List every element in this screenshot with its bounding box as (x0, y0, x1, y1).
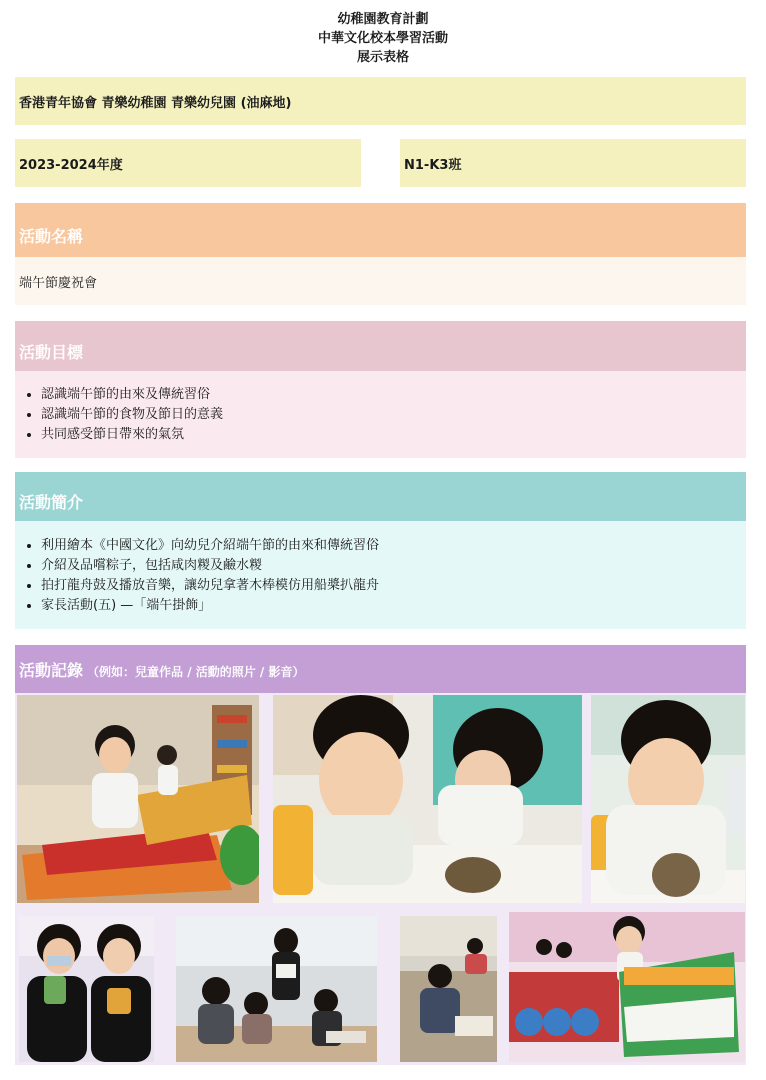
objectives-heading (15, 321, 746, 371)
photo-dragon-boat-children (17, 695, 259, 903)
summary-title: 活動簡介 (19, 493, 84, 512)
year-bar (15, 139, 361, 187)
activity-name-title: 活動名稱 (19, 227, 84, 246)
header-line-3: 展示表格 (356, 50, 409, 65)
photo-parent-workshop (176, 916, 377, 1062)
list-item: • 共同感受節日帶來的氣氛 (41, 425, 746, 445)
summary-heading (15, 472, 746, 521)
records-title (15, 658, 305, 681)
class-bar (400, 139, 746, 187)
summary-body (15, 521, 746, 629)
list-item: • 認識端午節的食物及節日的意義 (41, 405, 746, 425)
summary-list (15, 536, 746, 616)
list-item: • 利用繪本《中國文化》向幼兒介紹端午節的由來和傳統習俗 (41, 536, 746, 556)
photo-parents-crafting (400, 916, 497, 1062)
school-bar (15, 77, 746, 125)
list-item: • 認識端午節的由來及傳統習俗 (41, 385, 746, 405)
objectives-body (15, 371, 746, 458)
records-heading (15, 645, 746, 693)
school-name: 香港青年協會 青樂幼稚園 青樂幼兒園 (油麻地) (19, 95, 292, 111)
school-year: 2023-2024年度 (19, 157, 123, 173)
header-line-1: 幼稚園教育計劃 (337, 12, 429, 27)
list-item: • 介紹及品嚐粽子，包括咸肉糉及鹼水糉 (41, 556, 746, 576)
photo-parents-festival-crafts (19, 916, 154, 1062)
list-item: • 拍打龍舟鼓及播放音樂，讓幼兒拿著木棒模仿用船槳扒龍舟 (41, 576, 746, 596)
activity-name-value: 端午節慶祝會 (19, 275, 98, 291)
objectives-list (15, 385, 746, 445)
activity-name-body (15, 257, 746, 305)
class-range: N1-K3班 (404, 157, 462, 173)
list-item: • 家長活動(五) —「端午掛飾」 (41, 596, 746, 616)
photo-girl-holding-dumpling (591, 695, 745, 903)
document-header (0, 10, 766, 67)
records-title-sub: （例如：兒童作品 / 活動的照片 / 影音） (87, 664, 305, 679)
photo-children-dragon-head (509, 912, 745, 1062)
photo-children-rice-dumpling (273, 695, 582, 903)
objectives-title: 活動目標 (19, 343, 84, 362)
activity-name-heading (15, 203, 746, 257)
records-title-main: 活動記錄 (19, 660, 84, 680)
header-line-2: 中華文化校本學習活動 (317, 31, 448, 46)
